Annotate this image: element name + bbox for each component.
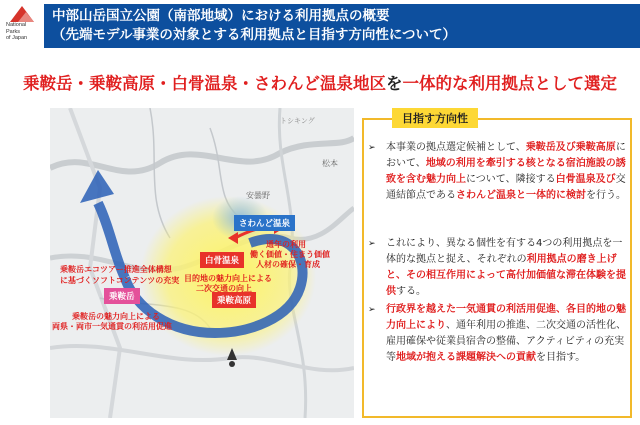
title-line1: 中部山岳国立公園（南部地域）における利用拠点の概要 xyxy=(52,8,390,24)
direction-item-3: ➢ 行政界を越えた一気通貫の利活用促進、各目的地の魅力向上により、通年利用の推進、二次交通の活性化、雇用確保や従業員宿舎の整備、アクティビティの充実等地域が抱える課題解決への貢献を目指す。 xyxy=(368,304,626,363)
header xyxy=(0,0,640,52)
ecotour-label: 乗鞍岳エコツアー推進全体構想 に基づくソフトコンテンツの充実 xyxy=(60,265,180,285)
map-label-azumino: 安曇野 xyxy=(246,191,270,200)
direction-item-1: ➢ 本事業の拠点選定候補として、乗鞍岳及び乗鞍高原において、地域の利用を牽引する核となる宿泊施設の誘致を含む魅力向上について、隣接する白骨温泉及び交通結節点であるさわんど温泉と一体的に検討を行う。 xyxy=(368,142,626,201)
sawando-onsen-box: さわんど温泉 xyxy=(234,215,295,231)
arrow-bullet-icon: ➢ xyxy=(368,143,376,153)
shirahone-onsen-box: 白骨温泉 xyxy=(200,252,244,268)
year-round-label: 通年の利用 働く価値・住まう価値 人材の確保・育成 xyxy=(250,240,330,269)
direction-item-2: ➢ これにより、異なる個性を有する4つの利用拠点を一体的な拠点と捉え、それぞれの利用拠点の磨き上げと、その相互作用によって高付加価値な滞在体験を提供する。 xyxy=(368,238,626,297)
norikura-kogen-box: 乗鞍高原 xyxy=(212,292,256,308)
arrow-bullet-icon: ➢ xyxy=(368,305,376,315)
panel-tag: 目指す方向性 xyxy=(392,108,478,128)
logo-text: National Parks of Japan xyxy=(6,22,28,41)
mountain-logo-icon xyxy=(8,4,36,22)
national-parks-logo xyxy=(6,4,40,48)
map-label-tokyo: トシキング xyxy=(280,117,315,125)
headline: 乗鞍岳・乗鞍高原・白骨温泉・さわんど温泉地区を一体的な利用拠点として選定 xyxy=(23,74,617,93)
attractiveness-label: 目的地の魅力向上による 二次交通の向上 xyxy=(184,274,272,293)
area-map xyxy=(50,108,354,418)
page-title xyxy=(44,4,640,48)
norikuradake-promotion-label: 乗鞍岳の魅力向上による 両県・両市一気通貫の利活用促進 xyxy=(52,312,172,331)
title-line2: （先端モデル事業の対象とする利用拠点と目指す方向性について） xyxy=(52,27,457,43)
norikuradake-box: 乗鞍岳 xyxy=(104,288,140,304)
map-label-matsumoto: 松本 xyxy=(322,159,338,168)
arrow-bullet-icon: ➢ xyxy=(368,239,376,249)
